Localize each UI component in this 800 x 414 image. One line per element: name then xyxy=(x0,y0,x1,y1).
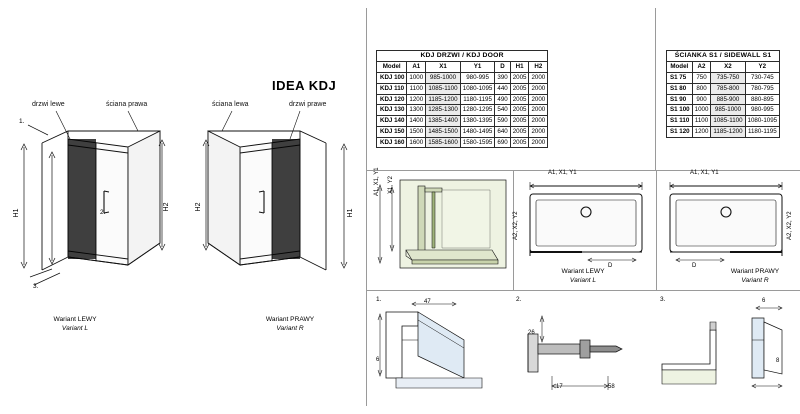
cell-value: 2005 xyxy=(510,83,529,94)
variant-right-line2: Variant R xyxy=(276,324,304,332)
cell-value: 1600 xyxy=(407,137,426,148)
detail-2-dim-b: 17 xyxy=(556,384,563,390)
callout-2: 2. xyxy=(100,209,106,216)
cell-value: 735-750 xyxy=(711,73,745,84)
cell-value: 2005 xyxy=(510,116,529,127)
cell-value: 885-900 xyxy=(711,94,745,105)
cell-value: 800 xyxy=(692,83,711,94)
table-kdj-door xyxy=(376,50,548,148)
cell-value: 1585-1600 xyxy=(426,137,461,148)
plan-view-left xyxy=(518,176,650,266)
plan-right-caption xyxy=(700,268,800,285)
table-row xyxy=(377,137,548,148)
variant-left-caption xyxy=(20,316,130,333)
detail-2-number: 2. xyxy=(516,296,522,303)
cell-value: 1500 xyxy=(407,126,426,137)
cell-model: S1 100 xyxy=(667,105,693,116)
detail-1-dim-b: 6 xyxy=(376,357,380,363)
cell-value: 1385-1400 xyxy=(426,116,461,127)
cell-model: S1 120 xyxy=(667,126,693,137)
variant-right-line1: Wariant PRAWY xyxy=(265,316,315,323)
cell-value: 1000 xyxy=(692,105,711,116)
column-header-x2: X2 xyxy=(711,62,745,73)
cell-value: 1280-1295 xyxy=(460,105,495,116)
cell-value: 540 xyxy=(495,105,510,116)
table-row xyxy=(667,83,780,94)
dim-x1y2-vertical: X1, Y2 xyxy=(388,176,394,194)
cell-model: KDJ 150 xyxy=(377,126,407,137)
variant-left-line2: Variant L xyxy=(61,324,89,332)
cell-value: 1285-1300 xyxy=(426,105,461,116)
variant-right-caption xyxy=(235,316,345,333)
dim-a1x1y1-vertical: A1, X1, Y1 xyxy=(374,167,380,196)
table-row xyxy=(377,116,548,127)
cell-value: 750 xyxy=(692,73,711,84)
column-header-x1: X1 xyxy=(426,62,461,73)
label-door-right: drzwi prawe xyxy=(289,101,327,108)
cell-value: 1180-1195 xyxy=(460,94,495,105)
vertical-divider-4 xyxy=(655,8,656,170)
dim-top-right-plan: A1, X1, Y1 xyxy=(690,170,719,176)
vertical-divider-1 xyxy=(366,8,367,406)
horizontal-divider-2 xyxy=(366,290,800,291)
svg-text:H2: H2 xyxy=(163,202,170,212)
cell-value: 1080-1095 xyxy=(745,116,780,127)
column-header-a2: A2 xyxy=(692,62,711,73)
svg-text:H1: H1 xyxy=(347,208,354,218)
cell-value: 1000 xyxy=(407,73,426,84)
cell-value: 440 xyxy=(495,83,510,94)
cell-value: 1085-1100 xyxy=(711,116,745,127)
plan-view-right xyxy=(662,176,794,266)
cell-model: S1 110 xyxy=(667,116,693,127)
column-header-d: D xyxy=(495,62,510,73)
table-door-header-row xyxy=(377,62,548,73)
table-row xyxy=(377,126,548,137)
table-door-title: KDJ DRZWI / KDJ DOOR xyxy=(377,51,548,62)
cell-value: 2000 xyxy=(529,126,548,137)
cell-value: 1480-1495 xyxy=(460,126,495,137)
label-wall-left: ściana lewa xyxy=(212,101,249,108)
cell-value: 780-795 xyxy=(745,83,780,94)
cell-value: 1085-1100 xyxy=(426,83,461,94)
plan-left-line1: Wariant LEWY xyxy=(561,268,605,275)
label-wall-right: ściana prawa xyxy=(106,101,148,108)
detail-3-drawing xyxy=(656,300,800,400)
table-wall-title: ŚCIANKA S1 / SIDEWALL S1 xyxy=(667,51,780,62)
cell-model: KDJ 160 xyxy=(377,137,407,148)
cell-value: 2005 xyxy=(510,126,529,137)
cell-value: 2005 xyxy=(510,94,529,105)
cell-value: 2005 xyxy=(510,137,529,148)
cell-value: 2005 xyxy=(510,73,529,84)
detail-1-number: 1. xyxy=(376,296,382,303)
cell-model: KDJ 130 xyxy=(377,105,407,116)
cell-model: S1 90 xyxy=(667,94,693,105)
label-door-left: drzwi lewe xyxy=(32,101,65,108)
column-header-y2: Y2 xyxy=(745,62,780,73)
detail-1-drawing xyxy=(372,300,502,400)
cell-value: 880-895 xyxy=(745,94,780,105)
cell-value: 640 xyxy=(495,126,510,137)
cell-value: 1200 xyxy=(692,126,711,137)
cell-value: 2005 xyxy=(510,105,529,116)
table-row xyxy=(667,73,780,84)
cell-value: 1100 xyxy=(407,83,426,94)
detail-2-drawing xyxy=(512,300,642,400)
cell-value: 900 xyxy=(692,94,711,105)
variant-left-line1: Wariant LEWY xyxy=(53,316,97,323)
cell-model: S1 75 xyxy=(667,73,693,84)
table-wall-body xyxy=(667,73,780,138)
cell-value: 390 xyxy=(495,73,510,84)
cell-value: 980-995 xyxy=(460,73,495,84)
detail-3-number: 3. xyxy=(660,296,666,303)
cell-value: 785-800 xyxy=(711,83,745,94)
callout-3: 3. xyxy=(33,283,39,290)
callout-1: 1. xyxy=(19,118,25,125)
table-row xyxy=(667,116,780,127)
cell-value: 980-995 xyxy=(745,105,780,116)
cell-value: 2000 xyxy=(529,105,548,116)
cell-value: 1185-1200 xyxy=(426,94,461,105)
cell-value: 2000 xyxy=(529,137,548,148)
dim-side-right-plan: A2, X2, Y2 xyxy=(787,211,793,240)
cell-value: 590 xyxy=(495,116,510,127)
cell-value: 1100 xyxy=(692,116,711,127)
table-wall-header-row xyxy=(667,62,780,73)
cell-value: 1485-1500 xyxy=(426,126,461,137)
dim-side-left-plan: A2, X2, Y2 xyxy=(513,211,519,240)
table-row xyxy=(667,105,780,116)
table-row xyxy=(667,126,780,137)
detail-1-dim-a: 47 xyxy=(424,299,431,305)
column-header-model: Model xyxy=(667,62,693,73)
cell-value: 490 xyxy=(495,94,510,105)
detail-2-dim-c: 58 xyxy=(608,384,615,390)
detail-3-dim-b: 8 xyxy=(776,358,780,364)
cell-value: 2000 xyxy=(529,94,548,105)
label-leaders xyxy=(0,95,360,155)
column-header-model: Model xyxy=(377,62,407,73)
cell-value: 1200 xyxy=(407,94,426,105)
table-row xyxy=(377,105,548,116)
dim-d-right-plan: D xyxy=(692,263,697,269)
plan-left-caption xyxy=(528,268,638,285)
dim-d-left-plan: D xyxy=(608,263,613,269)
cell-value: 690 xyxy=(495,137,510,148)
horizontal-divider-1 xyxy=(366,170,800,171)
table-row xyxy=(377,94,548,105)
cell-value: 730-745 xyxy=(745,73,780,84)
plan-right-line1: Wariant PRAWY xyxy=(730,268,780,275)
column-header-h2: H2 xyxy=(529,62,548,73)
cell-value: 985-1000 xyxy=(426,73,461,84)
cell-value: 2000 xyxy=(529,83,548,94)
cell-model: KDJ 120 xyxy=(377,94,407,105)
vertical-divider-3 xyxy=(656,170,657,290)
cell-value: 2000 xyxy=(529,116,548,127)
column-header-a1: A1 xyxy=(407,62,426,73)
cell-model: KDJ 100 xyxy=(377,73,407,84)
cell-model: S1 80 xyxy=(667,83,693,94)
table-row xyxy=(667,94,780,105)
cell-model: KDJ 140 xyxy=(377,116,407,127)
detail-3-dim-a: 6 xyxy=(762,298,766,304)
cell-model: KDJ 110 xyxy=(377,83,407,94)
cell-value: 1400 xyxy=(407,116,426,127)
table-row xyxy=(377,83,548,94)
detail-2-dim-a: 26 xyxy=(528,330,535,336)
cell-value: 1180-1195 xyxy=(745,126,780,137)
plan-right-line2: Variant R xyxy=(741,276,769,284)
column-header-y1: Y1 xyxy=(460,62,495,73)
svg-text:H2: H2 xyxy=(195,202,202,212)
svg-text:H1: H1 xyxy=(13,208,20,218)
plan-left-line2: Variant L xyxy=(569,276,597,284)
cell-value: 985-1000 xyxy=(711,105,745,116)
cell-value: 2000 xyxy=(529,73,548,84)
table-row xyxy=(377,73,548,84)
table-door-body xyxy=(377,73,548,148)
cell-value: 1185-1200 xyxy=(711,126,745,137)
column-header-h1: H1 xyxy=(510,62,529,73)
cell-value: 1380-1395 xyxy=(460,116,495,127)
cell-value: 1300 xyxy=(407,105,426,116)
table-sidewall xyxy=(666,50,780,138)
page-title: IDEA KDJ xyxy=(272,78,337,93)
cell-value: 1080-1095 xyxy=(460,83,495,94)
cell-value: 1580-1595 xyxy=(460,137,495,148)
dim-top-left-plan: A1, X1, Y1 xyxy=(548,170,577,176)
